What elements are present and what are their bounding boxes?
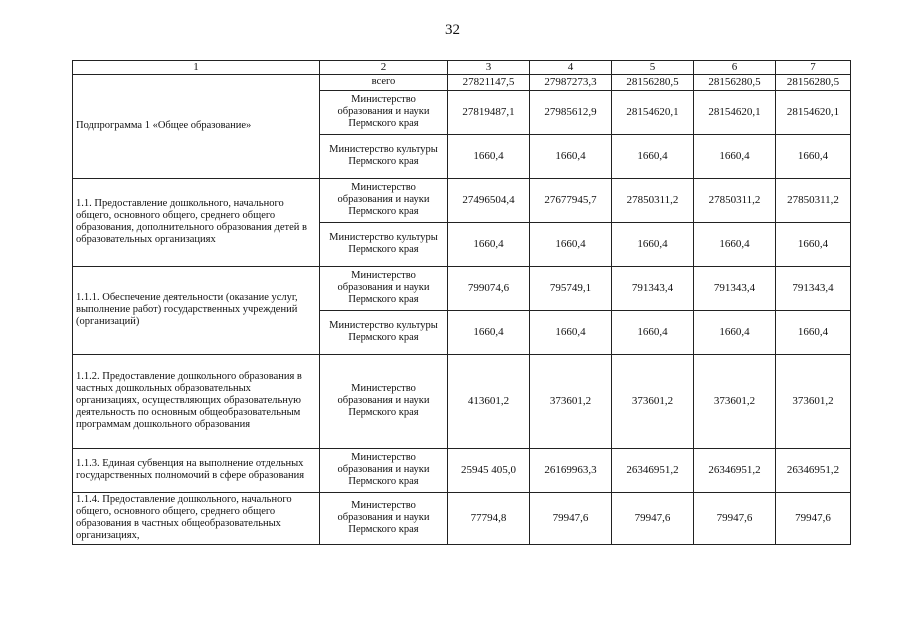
amount-cell: 1660,4 [612,310,694,354]
amount-cell: 27677945,7 [530,178,612,222]
executor-cell: Министерство образования и науки Пермского края [320,178,448,222]
amount-cell: 27987273,3 [530,75,612,91]
amount-cell: 1660,4 [694,222,776,266]
amount-cell: 28154620,1 [776,90,851,134]
executor-cell: Министерство культуры Пермского края [320,222,448,266]
table-row [73,75,851,91]
amount-cell: 1660,4 [776,310,851,354]
program-name-cell: 1.1. Предоставление дошкольного, начального общего, основного общего, среднего общего образования, дополнительного образования детей в образовательных организациях [73,178,320,266]
amount-cell: 413601,2 [448,354,530,448]
amount-cell: 27850311,2 [694,178,776,222]
amount-cell: 1660,4 [448,134,530,178]
table-row [73,266,851,310]
amount-cell: 1660,4 [776,222,851,266]
column-header: 5 [612,61,694,75]
column-header: 1 [73,61,320,75]
amount-cell: 28156280,5 [612,75,694,91]
program-name-cell: Подпрограмма 1 «Общее образование» [73,75,320,179]
amount-cell: 373601,2 [694,354,776,448]
header-row [73,61,851,75]
page-number: 32 [445,22,460,38]
amount-cell: 1660,4 [530,222,612,266]
amount-cell: 795749,1 [530,266,612,310]
table-row [73,492,851,544]
amount-cell: 373601,2 [776,354,851,448]
column-header: 3 [448,61,530,75]
amount-cell: 27850311,2 [776,178,851,222]
program-name-cell: 1.1.3. Единая субвенция на выполнение отдельных государственных полномочий в сфере образования [73,448,320,492]
amount-cell: 27819487,1 [448,90,530,134]
amount-cell: 27850311,2 [612,178,694,222]
amount-cell: 27821147,5 [448,75,530,91]
amount-cell: 373601,2 [612,354,694,448]
table-row [73,178,851,222]
amount-cell: 28156280,5 [776,75,851,91]
executor-cell: всего [320,75,448,91]
column-header: 4 [530,61,612,75]
budget-table [72,60,851,545]
executor-cell: Министерство образования и науки Пермского края [320,266,448,310]
column-header: 6 [694,61,776,75]
amount-cell: 791343,4 [612,266,694,310]
program-name-cell: 1.1.1. Обеспечение деятельности (оказание услуг, выполнение работ) государственных учреждений (организаций) [73,266,320,354]
amount-cell: 1660,4 [694,310,776,354]
amount-cell: 799074,6 [448,266,530,310]
amount-cell: 1660,4 [612,222,694,266]
amount-cell: 26346951,2 [612,448,694,492]
program-name-cell: 1.1.4. Предоставление дошкольного, начального общего, основного общего, среднего общего образования в частных общеобразовательных организациях, [73,492,320,544]
executor-cell: Министерство образования и науки Пермского края [320,90,448,134]
amount-cell: 1660,4 [694,134,776,178]
executor-cell: Министерство образования и науки Пермского края [320,448,448,492]
executor-cell: Министерство культуры Пермского края [320,310,448,354]
amount-cell: 26346951,2 [776,448,851,492]
executor-cell: Министерство образования и науки Пермского края [320,354,448,448]
amount-cell: 25945 405,0 [448,448,530,492]
amount-cell: 791343,4 [694,266,776,310]
amount-cell: 1660,4 [530,134,612,178]
amount-cell: 79947,6 [694,492,776,544]
amount-cell: 373601,2 [530,354,612,448]
amount-cell: 28154620,1 [612,90,694,134]
program-name-cell: 1.1.2. Предоставление дошкольного образования в частных дошкольных образовательных организациях, осуществляющих образовательную деятельность по основным общеобразовательным программам дошкольного образования [73,354,320,448]
amount-cell: 791343,4 [776,266,851,310]
amount-cell: 27985612,9 [530,90,612,134]
amount-cell: 27496504,4 [448,178,530,222]
amount-cell: 1660,4 [530,310,612,354]
table-row [73,354,851,448]
amount-cell: 26346951,2 [694,448,776,492]
executor-cell: Министерство образования и науки Пермского края [320,492,448,544]
amount-cell: 77794,8 [448,492,530,544]
amount-cell: 79947,6 [530,492,612,544]
amount-cell: 79947,6 [776,492,851,544]
amount-cell: 79947,6 [612,492,694,544]
table-row [73,448,851,492]
table-body [73,75,851,545]
amount-cell: 28156280,5 [694,75,776,91]
column-header: 7 [776,61,851,75]
executor-cell: Министерство культуры Пермского края [320,134,448,178]
amount-cell: 1660,4 [448,310,530,354]
amount-cell: 1660,4 [612,134,694,178]
amount-cell: 26169963,3 [530,448,612,492]
amount-cell: 1660,4 [776,134,851,178]
amount-cell: 28154620,1 [694,90,776,134]
column-header: 2 [320,61,448,75]
amount-cell: 1660,4 [448,222,530,266]
